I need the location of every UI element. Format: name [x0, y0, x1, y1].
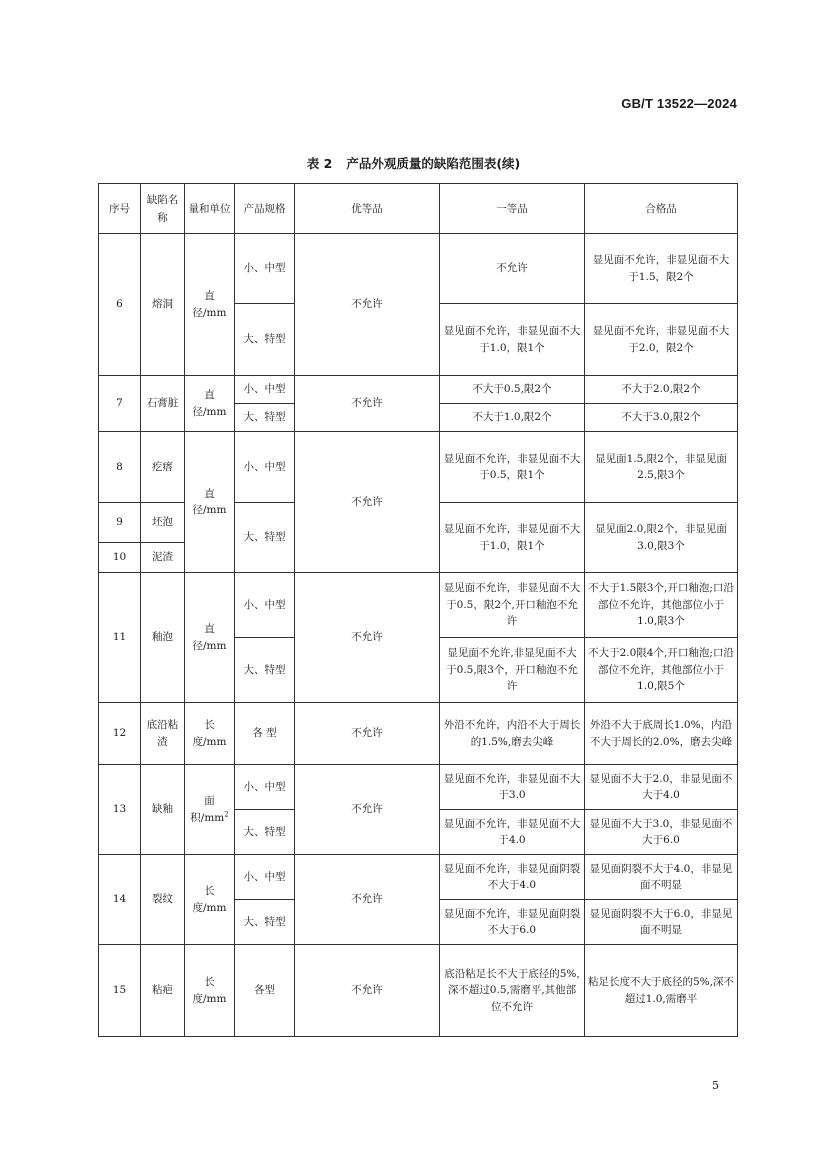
cell-measure	[185, 765, 235, 855]
cell-spec: 大、特型	[235, 810, 295, 855]
unit-superscript: 2	[224, 810, 229, 818]
table-row	[99, 573, 738, 638]
table-row	[99, 703, 738, 765]
cell-spec: 各 型	[235, 703, 295, 765]
cell-measure: 长度/mm	[185, 945, 235, 1037]
cell-spec: 小、中型	[235, 573, 295, 638]
cell-qualified: 显见面阴裂不大于6.0，非显见面不明显	[585, 900, 738, 945]
cell-first: 底沿粘足长不大于底径的5%,深不超过0.5,需磨平,其他部位不允许	[440, 945, 585, 1037]
col-header-measure: 量和单位	[185, 184, 235, 234]
table-row	[99, 945, 738, 1037]
cell-superior: 不允许	[295, 432, 440, 573]
cell-measure: 直径/mm	[185, 432, 235, 573]
cell-defect: 坯泡	[141, 503, 185, 543]
cell-qualified: 不大于2.0,限2个	[585, 376, 738, 404]
cell-defect: 底沿粘渣	[141, 703, 185, 765]
cell-first: 不允许	[440, 234, 585, 304]
cell-measure: 长度/mm	[185, 855, 235, 945]
table-row	[99, 376, 738, 404]
cell-seq: 9	[99, 503, 141, 543]
cell-qualified: 不大于2.0限4个,开口釉泡;口沿部位不允许，其他部位小于1.0,限5个	[585, 638, 738, 703]
measure-text: 面积/mm	[190, 795, 225, 824]
cell-qualified: 粘足长度不大于底径的5%,深不超过1.0,需磨平	[585, 945, 738, 1037]
cell-first: 不大于0.5,限2个	[440, 376, 585, 404]
cell-defect: 泥渣	[141, 543, 185, 573]
cell-superior: 不允许	[295, 703, 440, 765]
table-row	[99, 432, 738, 503]
cell-spec: 各型	[235, 945, 295, 1037]
table-row	[99, 855, 738, 900]
cell-superior: 不允许	[295, 376, 440, 432]
cell-defect: 釉泡	[141, 573, 185, 703]
cell-spec: 大、特型	[235, 900, 295, 945]
cell-measure: 直径/mm	[185, 573, 235, 703]
defect-range-table	[98, 183, 738, 1037]
cell-seq: 8	[99, 432, 141, 503]
cell-spec: 小、中型	[235, 234, 295, 304]
cell-qualified: 显见面不允许，非显见面不大于2.0，限2个	[585, 304, 738, 376]
table-caption	[0, 154, 827, 172]
col-header-first: 一等品	[440, 184, 585, 234]
cell-spec: 小、中型	[235, 855, 295, 900]
col-header-qualified: 合格品	[585, 184, 738, 234]
col-header-spec: 产品规格	[235, 184, 295, 234]
cell-superior: 不允许	[295, 573, 440, 703]
cell-first: 显见面不允许，非显见面阴裂不大于6.0	[440, 900, 585, 945]
cell-qualified: 显见面不允许，非显见面不大于1.5，限2个	[585, 234, 738, 304]
cell-spec: 大、特型	[235, 404, 295, 432]
col-header-defect: 缺陷名称	[141, 184, 185, 234]
cell-defect: 熔洞	[141, 234, 185, 376]
cell-first: 外沿不允许，内沿不大于周长的1.5%,磨去尖峰	[440, 703, 585, 765]
header-row	[99, 184, 738, 234]
cell-spec: 大、特型	[235, 304, 295, 376]
col-header-seq: 序号	[99, 184, 141, 234]
cell-superior: 不允许	[295, 855, 440, 945]
cell-defect: 缺釉	[141, 765, 185, 855]
cell-spec: 小、中型	[235, 432, 295, 503]
cell-seq: 15	[99, 945, 141, 1037]
cell-qualified: 显见面阴裂不大于4.0，非显见面不明显	[585, 855, 738, 900]
cell-measure: 长度/mm	[185, 703, 235, 765]
cell-superior: 不允许	[295, 234, 440, 376]
cell-qualified: 显见面2.0,限2个，非显见面3.0,限3个	[585, 503, 738, 573]
cell-defect: 粘疤	[141, 945, 185, 1037]
cell-measure: 直径/mm	[185, 234, 235, 376]
cell-qualified: 不大于3.0,限2个	[585, 404, 738, 432]
cell-first: 显见面不允许，非显见面阴裂不大于4.0	[440, 855, 585, 900]
cell-first: 显见面不允许，非显见面不大于1.0，限1个	[440, 304, 585, 376]
cell-spec: 小、中型	[235, 376, 295, 404]
cell-first: 显见面不允许，非显见面不大于1.0，限1个	[440, 503, 585, 573]
table-number: 表 2	[306, 156, 333, 171]
cell-first: 显见面不允许,非显见面不大于0.5,限3个，开口釉泡不允许	[440, 638, 585, 703]
cell-seq: 11	[99, 573, 141, 703]
cell-spec: 大、特型	[235, 638, 295, 703]
cell-superior: 不允许	[295, 765, 440, 855]
standard-code: GB/T 13522—2024	[621, 96, 737, 111]
page-number: 5	[712, 1079, 719, 1092]
cell-seq: 6	[99, 234, 141, 376]
cell-defect: 疙瘩	[141, 432, 185, 503]
cell-first: 显见面不允许，非显见面不大于0.5，限2个,开口釉泡不允许	[440, 573, 585, 638]
cell-spec: 大、特型	[235, 503, 295, 573]
cell-first: 显见面不允许，非显见面不大于3.0	[440, 765, 585, 810]
cell-qualified: 显见面1.5,限2个，非显见面2.5,限3个	[585, 432, 738, 503]
cell-first: 显见面不允许，非显见面不大于0.5，限1个	[440, 432, 585, 503]
cell-seq: 7	[99, 376, 141, 432]
cell-seq: 12	[99, 703, 141, 765]
cell-first: 显见面不允许，非显见面不大于4.0	[440, 810, 585, 855]
cell-first: 不大于1.0,限2个	[440, 404, 585, 432]
cell-defect: 裂纹	[141, 855, 185, 945]
cell-seq: 10	[99, 543, 141, 573]
table-row	[99, 234, 738, 304]
cell-seq: 14	[99, 855, 141, 945]
cell-seq: 13	[99, 765, 141, 855]
cell-qualified: 外沿不大于底周长1.0%，内沿不大于周长的2.0%，磨去尖峰	[585, 703, 738, 765]
cell-superior: 不允许	[295, 945, 440, 1037]
col-header-superior: 优等品	[295, 184, 440, 234]
table-title: 产品外观质量的缺陷范围表(续)	[346, 156, 521, 171]
cell-defect: 石膏脏	[141, 376, 185, 432]
cell-qualified: 显见面不大于2.0，非显见面不大于4.0	[585, 765, 738, 810]
cell-qualified: 不大于1.5限3个,开口釉泡;口沿部位不允许，其他部位小于1.0,限3个	[585, 573, 738, 638]
cell-qualified: 显见面不大于3.0，非显见面不大于6.0	[585, 810, 738, 855]
table-row	[99, 765, 738, 810]
cell-measure: 直径/mm	[185, 376, 235, 432]
cell-spec: 小、中型	[235, 765, 295, 810]
